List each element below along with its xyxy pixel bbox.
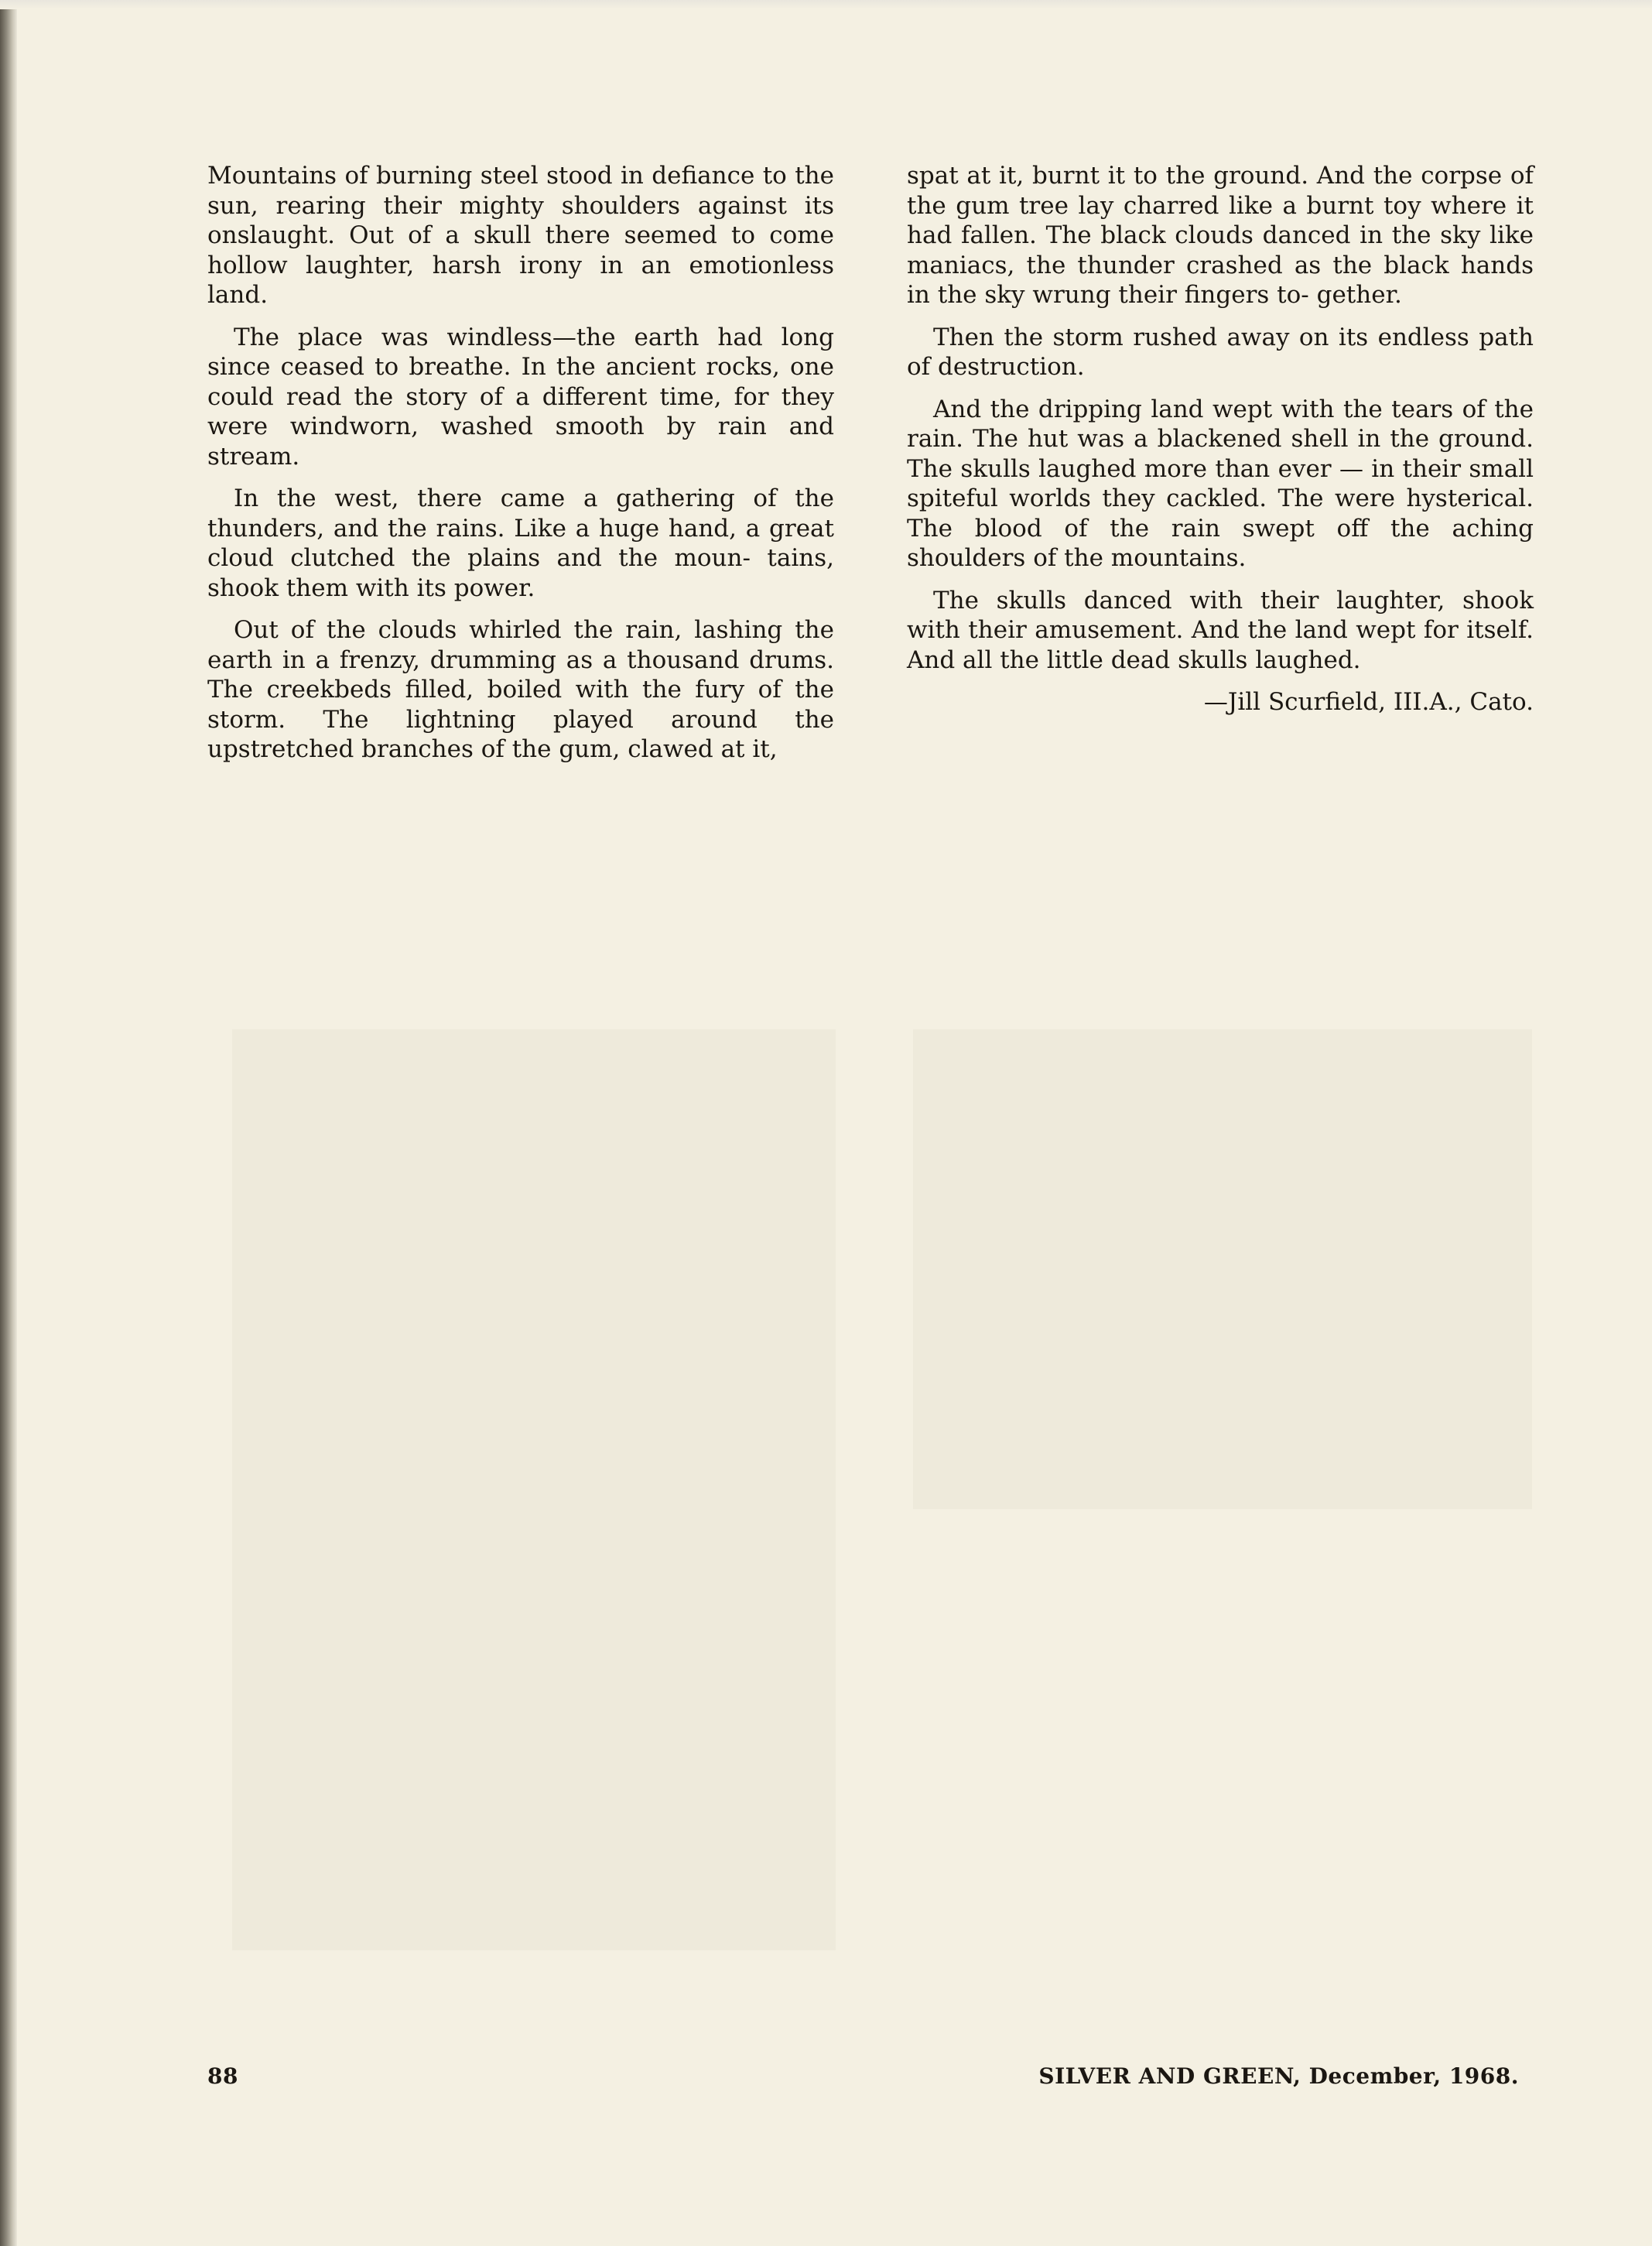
paragraph: spat at it, burnt it to the ground. And the corpse of the gum tree lay charred like a burnt toy where it had fallen. The black clouds danced in the sky like maniacs, the thunder crashed as the black hands in the sky wrung their fingers to- gether. bbox=[907, 162, 1534, 309]
author-byline: —Jill Scurfield, III.A., Cato. bbox=[1203, 688, 1534, 716]
paragraph: The place was windless—the earth had long since ceased to breathe. In the ancient rocks, one could read the story of a different time, for they were windworn, washed smooth by rain and stream. bbox=[207, 323, 834, 471]
paragraph: Then the storm rushed away on its endless path of destruction. bbox=[907, 323, 1534, 381]
page-number: 88 bbox=[207, 2063, 238, 2089]
page-top-edge bbox=[0, 0, 1652, 9]
paragraph: Out of the clouds whirled the rain, lashing the earth in a frenzy, drumming as a thousand drums. The creekbeds filled, boiled with the fury of the storm. The lightning played around the upstretched branches of the gum, clawed at it, bbox=[207, 616, 834, 763]
article-column-left bbox=[207, 161, 834, 777]
paragraph: And the dripping land wept with the tears of the rain. The hut was a blackened shell in the ground. The skulls laughed more than ever — in their small spiteful worlds they cackled. The were hysterical. The blood of the rain swept off the aching shoulders of the mountains. bbox=[907, 395, 1534, 572]
article-column-right bbox=[907, 161, 1534, 717]
paragraph: Mountains of burning steel stood in defiance to the sun, rearing their mighty shoulders against its onslaught. Out of a skull there seemed to come hollow laughter, harsh irony in an emotionless land. bbox=[207, 162, 834, 309]
show-through-image-left bbox=[232, 1029, 836, 1950]
book-spine-shadow bbox=[0, 0, 17, 2246]
paragraph: The skulls danced with their laughter, shook with their amusement. And the land wept for itself. And all the little dead skulls laughed. bbox=[907, 586, 1534, 674]
paragraph: In the west, there came a gathering of the thunders, and the rains. Like a huge hand, a great cloud clutched the plains and the moun- tains, shook them with its power. bbox=[207, 484, 834, 602]
publication-footer: SILVER AND GREEN, December, 1968. bbox=[1038, 2063, 1519, 2089]
show-through-image-right bbox=[913, 1029, 1532, 1509]
